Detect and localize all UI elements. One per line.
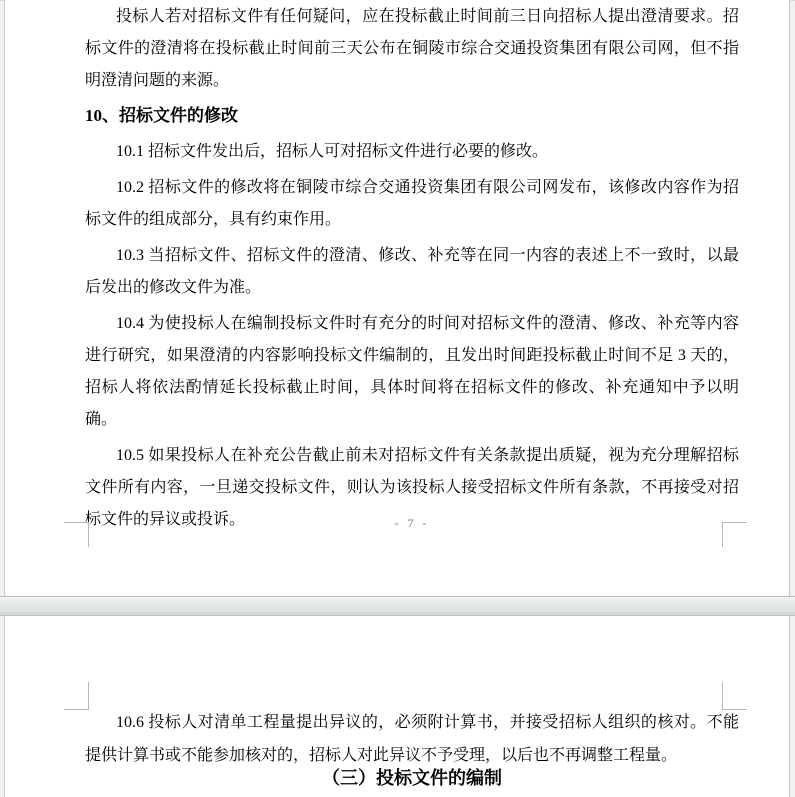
page-7-text-column — [85, 0, 739, 536]
heading-clause-10: 10、招标文件的修改 — [85, 106, 238, 125]
paragraph-clause-10-6: 10.6 投标人对清单工程量提出异议的，必须附计算书，并接受招标人组织的核对。不能提供计算书或不能参加核对的，招标人对此异议不予受理，以后也不再调整工程量。 — [85, 714, 739, 764]
document-page-8 — [4, 616, 790, 797]
page-8-text-column — [85, 616, 739, 790]
paragraph-clause-10-5: 10.5 如果投标人在补充公告截止前未对招标文件有关条款提出质疑，视为充分理解招标文件所有内容，一旦递交投标文件，则认为该投标人接受招标文件所有条款，不再接受对招标文件的异议或投诉。 — [85, 447, 739, 528]
page-number-footer: - 7 - — [394, 516, 430, 530]
document-page-7 — [4, 0, 790, 596]
page-break-gap — [0, 596, 795, 616]
paragraph-clause-10-1: 10.1 招标文件发出后，招标人可对招标文件进行必要的修改。 — [116, 143, 549, 160]
heading-section-three: （三）投标文件的编制 — [322, 768, 502, 788]
paragraph-clause-10-4: 10.4 为使投标人在编制投标文件时有充分的时间对招标文件的澄清、修改、补充等内容进行研究，如果澄清的内容影响投标文件编制的，且发出时间距投标截止时间不足 3 天的，招标人将依法酌情延长投标截止时间，具体时间将在招标文件的修改、补充通知中予以明确。 — [85, 315, 739, 428]
paragraph-clause-10-2: 10.2 招标文件的修改将在铜陵市综合交通投资集团有限公司网发布，该修改内容作为招标文件的组成部分，具有约束作用。 — [85, 179, 739, 228]
paragraph-clarification-intro: 投标人若对招标文件有任何疑问，应在投标截止时间前三日向招标人提出澄清要求。招标文件的澄清将在投标截止时间前三天公布在铜陵市综合交通投资集团有限公司网，但不指明澄清问题的来源。 — [85, 8, 739, 89]
paragraph-clause-10-3: 10.3 当招标文件、招标文件的澄清、修改、补充等在同一内容的表述上不一致时，以最后发出的修改文件为准。 — [85, 247, 739, 296]
